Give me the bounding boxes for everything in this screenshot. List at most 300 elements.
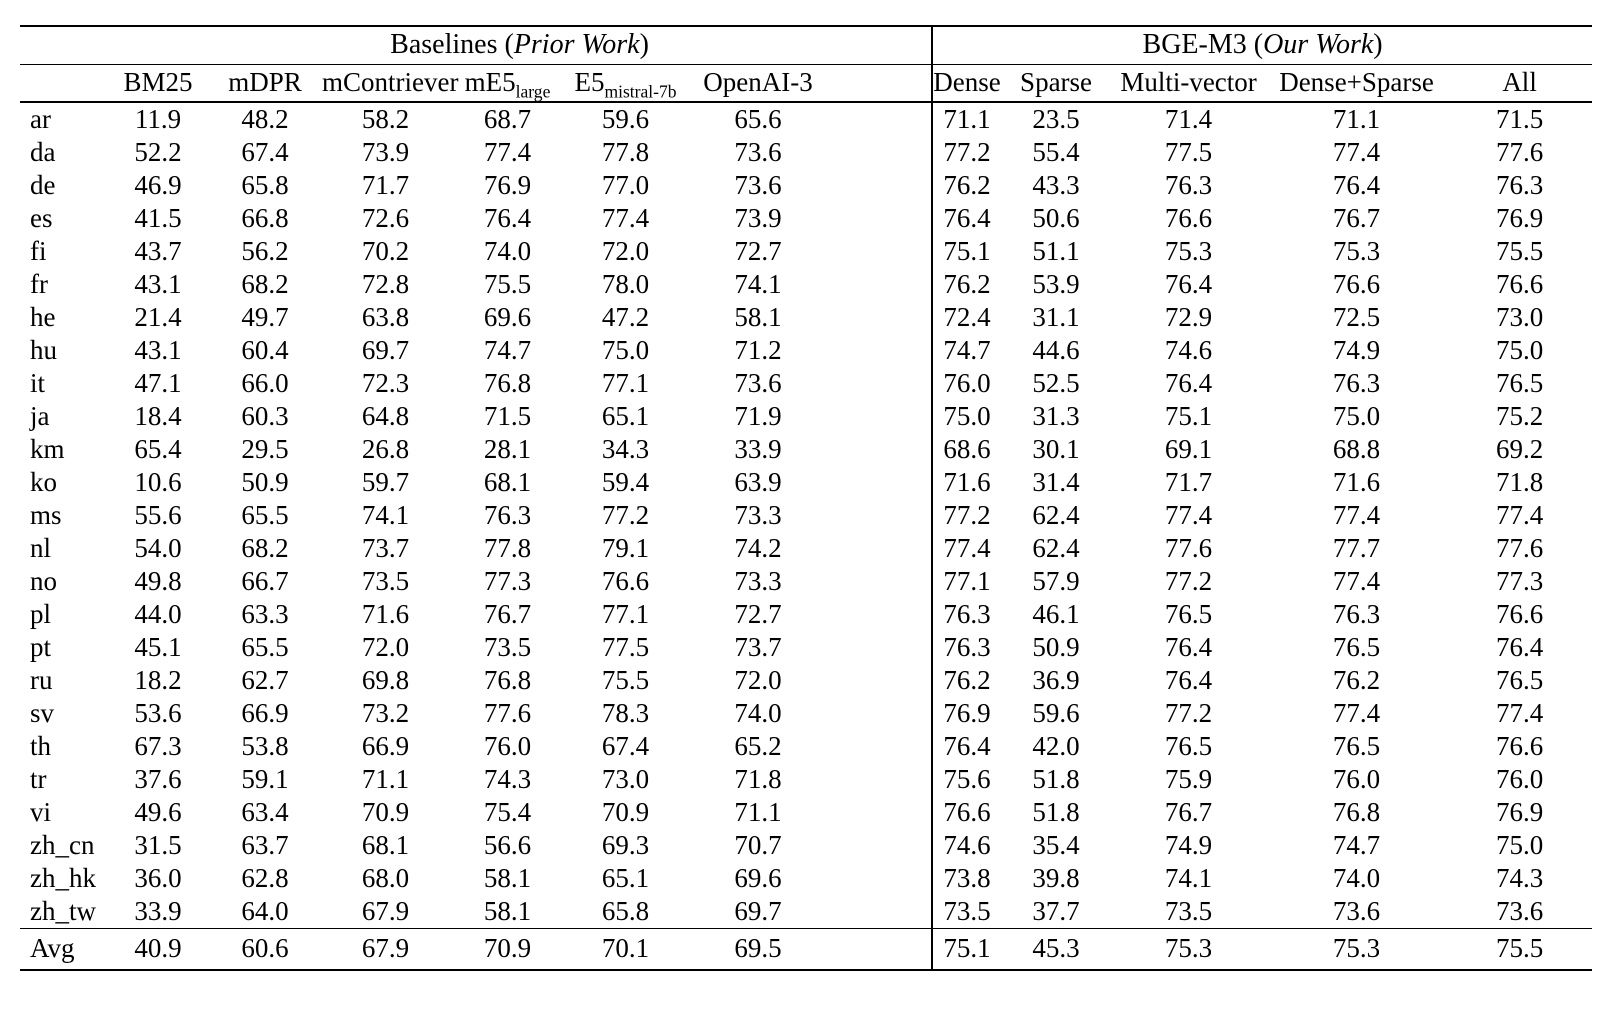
score-cell-multi-vector: 77.6 — [1164, 532, 1213, 563]
score-cell-all: 76.6 — [1495, 598, 1544, 629]
score-cell-mdpr: 49.7 — [241, 301, 289, 332]
score-cell-dense-plus-sparse: 74.0 — [1332, 862, 1381, 893]
table-row-ms — [20, 499, 1592, 532]
score-cell-mcontriever: 74.1 — [361, 499, 410, 530]
score-cell-all: 75.0 — [1495, 829, 1544, 860]
score-cell-dense-plus-sparse: 71.1 — [1332, 103, 1381, 134]
table-row-sv — [20, 697, 1592, 730]
score-cell-dense: 75.0 — [932, 400, 1001, 433]
table-row-hu — [20, 334, 1592, 367]
score-cell-me5-large: 71.5 — [483, 400, 532, 431]
score-cell-dense: 76.3 — [932, 631, 1001, 664]
score-cell-dense: 76.4 — [932, 202, 1001, 235]
score-cell-openai-3: 58.1 — [734, 301, 782, 332]
score-cell-sparse: 37.7 — [1032, 895, 1080, 926]
score-cell-multi-vector: 73.5 — [1164, 895, 1213, 926]
language-label: da — [30, 136, 56, 167]
language-label: vi — [30, 796, 52, 827]
score-cell-me5-large: 58.1 — [483, 862, 532, 893]
score-cell-dense-plus-sparse: 75.3 — [1266, 929, 1447, 971]
score-cell-mcontriever: 71.1 — [361, 763, 410, 794]
col-header-language — [20, 65, 108, 103]
score-cell-bm25: 46.9 — [134, 169, 182, 200]
table-row-ar — [20, 102, 1592, 136]
score-cell-me5-large: 77.8 — [483, 532, 532, 563]
score-cell-all: 77.3 — [1495, 565, 1544, 596]
score-cell-dense-plus-sparse: 77.4 — [1332, 499, 1381, 530]
score-cell-openai-3: 73.6 — [734, 367, 782, 398]
table-row-vi — [20, 796, 1592, 829]
score-cell-mdpr: 67.4 — [241, 136, 289, 167]
table-row-he — [20, 301, 1592, 334]
score-cell-bm25: 65.4 — [134, 433, 182, 464]
score-cell-mdpr: 63.4 — [241, 796, 289, 827]
score-cell-me5-large: 68.1 — [483, 466, 532, 497]
score-cell-mdpr: 63.3 — [241, 598, 289, 629]
score-cell-e5-mistral-7b: 67.4 — [601, 730, 650, 761]
score-cell-dense: 73.5 — [932, 895, 1001, 929]
score-cell-e5-mistral-7b: 77.0 — [601, 169, 650, 200]
score-cell-dense-plus-sparse: 76.4 — [1332, 169, 1381, 200]
score-cell-openai-3: 74.0 — [734, 697, 782, 728]
score-cell-all: 77.4 — [1495, 697, 1544, 728]
table-row-it — [20, 367, 1592, 400]
score-cell-multi-vector: 76.6 — [1164, 202, 1213, 233]
score-cell-dense-plus-sparse: 76.5 — [1332, 730, 1381, 761]
score-cell-dense-plus-sparse: 76.7 — [1332, 202, 1381, 233]
score-cell-dense-plus-sparse: 76.5 — [1332, 631, 1381, 662]
score-cell-dense: 77.4 — [932, 532, 1001, 565]
score-cell-me5-large: 58.1 — [483, 895, 532, 926]
score-cell-mdpr: 62.7 — [241, 664, 289, 695]
table-row-tr — [20, 763, 1592, 796]
score-cell-mdpr: 60.6 — [208, 929, 322, 971]
score-cell-mdpr: 68.2 — [241, 532, 289, 563]
score-cell-mcontriever: 73.7 — [361, 532, 410, 563]
score-cell-mdpr: 64.0 — [241, 895, 289, 926]
score-cell-dense: 77.2 — [932, 136, 1001, 169]
score-cell-me5-large: 68.7 — [483, 103, 532, 134]
score-cell-multi-vector: 74.6 — [1164, 334, 1213, 365]
language-label: pl — [30, 598, 52, 629]
score-cell-e5-mistral-7b: 47.2 — [601, 301, 650, 332]
score-cell-dense: 76.2 — [932, 169, 1001, 202]
score-cell-dense: 75.1 — [932, 929, 1001, 971]
score-cell-bm25: 33.9 — [134, 895, 182, 926]
score-cell-e5-mistral-7b: 77.1 — [601, 367, 650, 398]
score-cell-mcontriever: 68.1 — [361, 829, 410, 860]
score-cell-sparse: 31.3 — [1032, 400, 1080, 431]
score-cell-e5-mistral-7b: 34.3 — [601, 433, 650, 464]
score-cell-openai-3: 71.8 — [734, 763, 782, 794]
score-cell-sparse: 23.5 — [1032, 103, 1080, 134]
score-cell-dense: 71.6 — [932, 466, 1001, 499]
score-cell-e5-mistral-7b: 59.6 — [601, 103, 650, 134]
score-cell-multi-vector: 76.5 — [1164, 598, 1213, 629]
score-cell-openai-3: 33.9 — [734, 433, 782, 464]
score-cell-sparse: 44.6 — [1032, 334, 1080, 365]
col-header-bm25: BM25 — [108, 65, 208, 103]
score-cell-mdpr: 66.0 — [241, 367, 289, 398]
score-cell-mcontriever: 58.2 — [361, 103, 410, 134]
score-cell-dense: 72.4 — [932, 301, 1001, 334]
score-cell-openai-3: 69.5 — [685, 929, 932, 971]
score-cell-multi-vector: 76.3 — [1164, 169, 1213, 200]
table-header — [20, 26, 1592, 102]
average-row — [20, 929, 1592, 971]
col-header-e5-mistral-7b — [566, 65, 685, 103]
table-row-pt — [20, 631, 1592, 664]
score-cell-me5-large: 76.9 — [483, 169, 532, 200]
score-cell-dense-plus-sparse: 77.4 — [1332, 565, 1381, 596]
table-row-ko — [20, 466, 1592, 499]
score-cell-dense-plus-sparse: 71.6 — [1332, 466, 1381, 497]
score-cell-mcontriever: 72.3 — [361, 367, 410, 398]
group-baselines-suffix: ) — [639, 29, 649, 61]
table-row-th — [20, 730, 1592, 763]
score-cell-multi-vector: 74.1 — [1164, 862, 1213, 893]
score-cell-all: 76.5 — [1495, 664, 1544, 695]
score-cell-multi-vector: 77.4 — [1164, 499, 1213, 530]
score-cell-mcontriever: 68.0 — [361, 862, 410, 893]
language-label: zh_hk — [30, 862, 96, 893]
score-cell-bm25: 36.0 — [134, 862, 182, 893]
score-cell-all: 75.2 — [1495, 400, 1544, 431]
language-label: sv — [30, 697, 55, 728]
score-cell-dense: 76.6 — [932, 796, 1001, 829]
score-cell-bm25: 55.6 — [134, 499, 182, 530]
score-cell-openai-3: 71.2 — [734, 334, 782, 365]
language-label: ar — [30, 103, 51, 134]
language-label: nl — [30, 532, 52, 563]
score-cell-me5-large: 73.5 — [483, 631, 532, 662]
score-cell-bm25: 21.4 — [134, 301, 182, 332]
score-cell-all: 71.5 — [1495, 103, 1544, 134]
score-cell-sparse: 30.1 — [1032, 433, 1080, 464]
score-cell-mcontriever: 69.7 — [361, 334, 410, 365]
score-cell-bm25: 10.6 — [134, 466, 182, 497]
language-label: th — [30, 730, 52, 761]
score-cell-me5-large: 77.3 — [483, 565, 532, 596]
score-cell-me5-large: 56.6 — [483, 829, 532, 860]
score-cell-me5-large: 75.4 — [483, 796, 532, 827]
score-cell-multi-vector: 74.9 — [1164, 829, 1213, 860]
col-e5-subscript: mistral-7b — [604, 81, 677, 102]
group-baselines-italic: Prior Work — [513, 29, 640, 61]
score-cell-mcontriever: 70.2 — [361, 235, 410, 266]
score-cell-bm25: 18.2 — [134, 664, 182, 695]
col-header-dense-plus-sparse: Dense+Sparse — [1266, 65, 1447, 103]
score-cell-dense: 73.8 — [932, 862, 1001, 895]
score-cell-bm25: 31.5 — [134, 829, 182, 860]
score-cell-bm25: 43.1 — [134, 334, 182, 365]
score-cell-dense: 76.0 — [932, 367, 1001, 400]
language-label: zh_cn — [30, 829, 95, 860]
score-cell-all: 76.9 — [1495, 796, 1544, 827]
score-cell-openai-3: 73.3 — [734, 565, 782, 596]
score-cell-dense-plus-sparse: 77.4 — [1332, 136, 1381, 167]
score-cell-multi-vector: 77.2 — [1164, 565, 1213, 596]
score-cell-mdpr: 29.5 — [241, 433, 289, 464]
table-row-km — [20, 433, 1592, 466]
language-label: km — [30, 433, 65, 464]
score-cell-bm25: 45.1 — [134, 631, 182, 662]
score-cell-dense-plus-sparse: 76.0 — [1332, 763, 1381, 794]
column-header-row — [20, 65, 1592, 103]
score-cell-mdpr: 56.2 — [241, 235, 289, 266]
score-cell-bm25: 49.8 — [134, 565, 182, 596]
score-cell-multi-vector: 75.3 — [1111, 929, 1266, 971]
score-cell-bm25: 54.0 — [134, 532, 182, 563]
score-cell-me5-large: 76.4 — [483, 202, 532, 233]
score-cell-bm25: 47.1 — [134, 367, 182, 398]
col-header-mdpr: mDPR — [208, 65, 322, 103]
score-cell-dense-plus-sparse: 76.6 — [1332, 268, 1381, 299]
score-cell-mdpr: 48.2 — [241, 103, 289, 134]
score-cell-openai-3: 73.3 — [734, 499, 782, 530]
score-cell-sparse: 62.4 — [1032, 499, 1080, 530]
score-cell-sparse: 43.3 — [1032, 169, 1080, 200]
score-cell-dense-plus-sparse: 75.0 — [1332, 400, 1381, 431]
score-cell-multi-vector: 69.1 — [1164, 433, 1213, 464]
language-label: fr — [30, 268, 48, 299]
score-cell-dense-plus-sparse: 77.7 — [1332, 532, 1381, 563]
col-header-dense: Dense — [932, 65, 1001, 103]
score-cell-mcontriever: 64.8 — [361, 400, 410, 431]
score-cell-openai-3: 63.9 — [734, 466, 782, 497]
score-cell-me5-large: 75.5 — [483, 268, 532, 299]
score-cell-e5-mistral-7b: 70.1 — [566, 929, 685, 971]
score-cell-multi-vector: 77.5 — [1164, 136, 1213, 167]
score-cell-e5-mistral-7b: 77.8 — [601, 136, 650, 167]
score-cell-sparse: 31.1 — [1032, 301, 1080, 332]
score-cell-sparse: 59.6 — [1032, 697, 1080, 728]
score-cell-e5-mistral-7b: 75.5 — [601, 664, 650, 695]
score-cell-multi-vector: 76.4 — [1164, 631, 1213, 662]
language-label: pt — [30, 631, 52, 662]
score-cell-dense: 76.2 — [932, 664, 1001, 697]
table-row-zh_tw — [20, 895, 1592, 929]
score-cell-dense-plus-sparse: 68.8 — [1332, 433, 1381, 464]
score-cell-openai-3: 71.1 — [734, 796, 782, 827]
score-cell-bm25: 67.3 — [134, 730, 182, 761]
score-cell-e5-mistral-7b: 65.8 — [601, 895, 650, 926]
group-bge-m3-prefix: BGE-M3 ( — [1142, 29, 1264, 61]
score-cell-mdpr: 65.5 — [241, 499, 289, 530]
score-cell-e5-mistral-7b: 65.1 — [601, 400, 650, 431]
score-cell-openai-3: 72.7 — [734, 598, 782, 629]
score-cell-all: 76.0 — [1495, 763, 1544, 794]
language-label: ko — [30, 466, 57, 497]
score-cell-dense: 77.2 — [932, 499, 1001, 532]
score-cell-sparse: 62.4 — [1032, 532, 1080, 563]
score-cell-dense: 74.7 — [932, 334, 1001, 367]
score-cell-openai-3: 70.7 — [734, 829, 782, 860]
score-cell-e5-mistral-7b: 78.0 — [601, 268, 650, 299]
col-header-all: All — [1447, 65, 1592, 103]
score-cell-dense-plus-sparse: 74.9 — [1332, 334, 1381, 365]
average-label: Avg — [20, 929, 108, 971]
score-cell-me5-large: 70.9 — [449, 929, 566, 971]
score-cell-multi-vector: 72.9 — [1164, 301, 1213, 332]
score-cell-openai-3: 73.7 — [734, 631, 782, 662]
score-cell-dense: 71.1 — [932, 102, 1001, 136]
score-cell-multi-vector: 76.4 — [1164, 664, 1213, 695]
score-cell-openai-3: 72.7 — [734, 235, 782, 266]
results-table — [20, 25, 1592, 971]
score-cell-mdpr: 68.2 — [241, 268, 289, 299]
score-cell-all: 73.6 — [1495, 895, 1544, 926]
score-cell-multi-vector: 76.7 — [1164, 796, 1213, 827]
score-cell-me5-large: 77.6 — [483, 697, 532, 728]
score-cell-sparse: 52.5 — [1032, 367, 1080, 398]
score-cell-sparse: 55.4 — [1032, 136, 1080, 167]
score-cell-bm25: 53.6 — [134, 697, 182, 728]
score-cell-sparse: 50.9 — [1032, 631, 1080, 662]
score-cell-sparse: 51.8 — [1032, 796, 1080, 827]
table-row-zh_cn — [20, 829, 1592, 862]
score-cell-multi-vector: 75.1 — [1164, 400, 1213, 431]
col-header-openai-3: OpenAI-3 — [685, 65, 932, 103]
col-me5-subscript: large — [515, 81, 551, 102]
score-cell-mdpr: 63.7 — [241, 829, 289, 860]
score-cell-sparse: 42.0 — [1032, 730, 1080, 761]
table-row-fr — [20, 268, 1592, 301]
score-cell-sparse: 51.8 — [1032, 763, 1080, 794]
group-bge-m3-italic: Our Work — [1263, 29, 1374, 61]
score-cell-sparse: 39.8 — [1032, 862, 1080, 893]
score-cell-mcontriever: 72.0 — [361, 631, 410, 662]
score-cell-multi-vector: 71.7 — [1164, 466, 1213, 497]
score-cell-e5-mistral-7b: 72.0 — [601, 235, 650, 266]
score-cell-me5-large: 77.4 — [483, 136, 532, 167]
score-cell-mcontriever: 73.5 — [361, 565, 410, 596]
score-cell-me5-large: 76.8 — [483, 367, 532, 398]
score-cell-dense: 77.1 — [932, 565, 1001, 598]
table-row-da — [20, 136, 1592, 169]
score-cell-e5-mistral-7b: 75.0 — [601, 334, 650, 365]
table-row-nl — [20, 532, 1592, 565]
score-cell-mdpr: 65.8 — [241, 169, 289, 200]
score-cell-all: 76.5 — [1495, 367, 1544, 398]
score-cell-me5-large: 74.3 — [483, 763, 532, 794]
score-cell-mcontriever: 70.9 — [361, 796, 410, 827]
score-cell-all: 76.9 — [1495, 202, 1544, 233]
language-label: ru — [30, 664, 53, 695]
group-baselines-prefix: Baselines ( — [390, 29, 514, 61]
score-cell-bm25: 37.6 — [134, 763, 182, 794]
score-cell-openai-3: 73.6 — [734, 169, 782, 200]
table-row-pl — [20, 598, 1592, 631]
score-cell-mcontriever: 67.9 — [361, 895, 410, 926]
col-e5-main: E5 — [574, 67, 605, 98]
score-cell-sparse: 31.4 — [1032, 466, 1080, 497]
score-cell-dense-plus-sparse: 74.7 — [1332, 829, 1381, 860]
score-cell-dense: 75.6 — [932, 763, 1001, 796]
score-cell-openai-3: 74.2 — [734, 532, 782, 563]
score-cell-all: 77.6 — [1495, 532, 1544, 563]
score-cell-me5-large: 74.0 — [483, 235, 532, 266]
score-cell-dense: 74.6 — [932, 829, 1001, 862]
col-header-multi-vector: Multi-vector — [1111, 65, 1266, 103]
score-cell-mdpr: 62.8 — [241, 862, 289, 893]
score-cell-all: 76.6 — [1495, 730, 1544, 761]
score-cell-mdpr: 59.1 — [241, 763, 289, 794]
language-label: de — [30, 169, 56, 200]
score-cell-sparse: 51.1 — [1032, 235, 1080, 266]
language-label: es — [30, 202, 53, 233]
score-cell-all: 74.3 — [1495, 862, 1544, 893]
table-body — [20, 102, 1592, 929]
table-row-zh_hk — [20, 862, 1592, 895]
score-cell-dense-plus-sparse: 75.3 — [1332, 235, 1381, 266]
score-cell-sparse: 57.9 — [1032, 565, 1080, 596]
table-row-ru — [20, 664, 1592, 697]
score-cell-bm25: 49.6 — [134, 796, 182, 827]
score-cell-me5-large: 76.7 — [483, 598, 532, 629]
language-label: he — [30, 301, 56, 332]
score-cell-dense: 76.4 — [932, 730, 1001, 763]
score-cell-mcontriever: 71.7 — [361, 169, 410, 200]
score-cell-multi-vector: 76.4 — [1164, 268, 1213, 299]
score-cell-mcontriever: 66.9 — [361, 730, 410, 761]
score-cell-e5-mistral-7b: 77.1 — [601, 598, 650, 629]
score-cell-all: 77.6 — [1495, 136, 1544, 167]
score-cell-e5-mistral-7b: 65.1 — [601, 862, 650, 893]
group-bge-m3-suffix: ) — [1373, 29, 1383, 61]
score-cell-e5-mistral-7b: 59.4 — [601, 466, 650, 497]
score-cell-mdpr: 50.9 — [241, 466, 289, 497]
score-cell-multi-vector: 75.3 — [1164, 235, 1213, 266]
score-cell-mdpr: 65.5 — [241, 631, 289, 662]
score-cell-dense-plus-sparse: 76.8 — [1332, 796, 1381, 827]
table-row-no — [20, 565, 1592, 598]
score-cell-sparse: 35.4 — [1032, 829, 1080, 860]
score-cell-bm25: 40.9 — [108, 929, 208, 971]
score-cell-mdpr: 60.4 — [241, 334, 289, 365]
score-cell-multi-vector: 77.2 — [1164, 697, 1213, 728]
score-cell-e5-mistral-7b: 79.1 — [601, 532, 650, 563]
score-cell-e5-mistral-7b: 70.9 — [601, 796, 650, 827]
score-cell-all: 76.6 — [1495, 268, 1544, 299]
language-label: it — [30, 367, 46, 398]
score-cell-mdpr: 53.8 — [241, 730, 289, 761]
score-cell-dense-plus-sparse: 77.4 — [1332, 697, 1381, 728]
language-label: fi — [30, 235, 47, 266]
score-cell-bm25: 43.7 — [134, 235, 182, 266]
group-header-row — [20, 26, 1592, 65]
score-cell-e5-mistral-7b: 77.4 — [601, 202, 650, 233]
score-cell-mdpr: 60.3 — [241, 400, 289, 431]
score-cell-mcontriever: 67.9 — [322, 929, 449, 971]
score-cell-bm25: 11.9 — [134, 103, 182, 134]
col-header-me5-large — [449, 65, 566, 103]
score-cell-dense-plus-sparse: 76.2 — [1332, 664, 1381, 695]
score-cell-all: 77.4 — [1495, 499, 1544, 530]
score-cell-bm25: 44.0 — [134, 598, 182, 629]
score-cell-mdpr: 66.8 — [241, 202, 289, 233]
score-cell-me5-large: 76.0 — [483, 730, 532, 761]
score-cell-multi-vector: 75.9 — [1164, 763, 1213, 794]
score-cell-dense-plus-sparse: 76.3 — [1332, 367, 1381, 398]
score-cell-all: 76.3 — [1495, 169, 1544, 200]
score-cell-openai-3: 69.7 — [734, 895, 782, 926]
score-cell-e5-mistral-7b: 77.5 — [601, 631, 650, 662]
score-cell-dense-plus-sparse: 72.5 — [1332, 301, 1381, 332]
score-cell-all: 75.5 — [1495, 235, 1544, 266]
score-cell-mdpr: 66.9 — [241, 697, 289, 728]
language-label: ms — [30, 499, 62, 530]
